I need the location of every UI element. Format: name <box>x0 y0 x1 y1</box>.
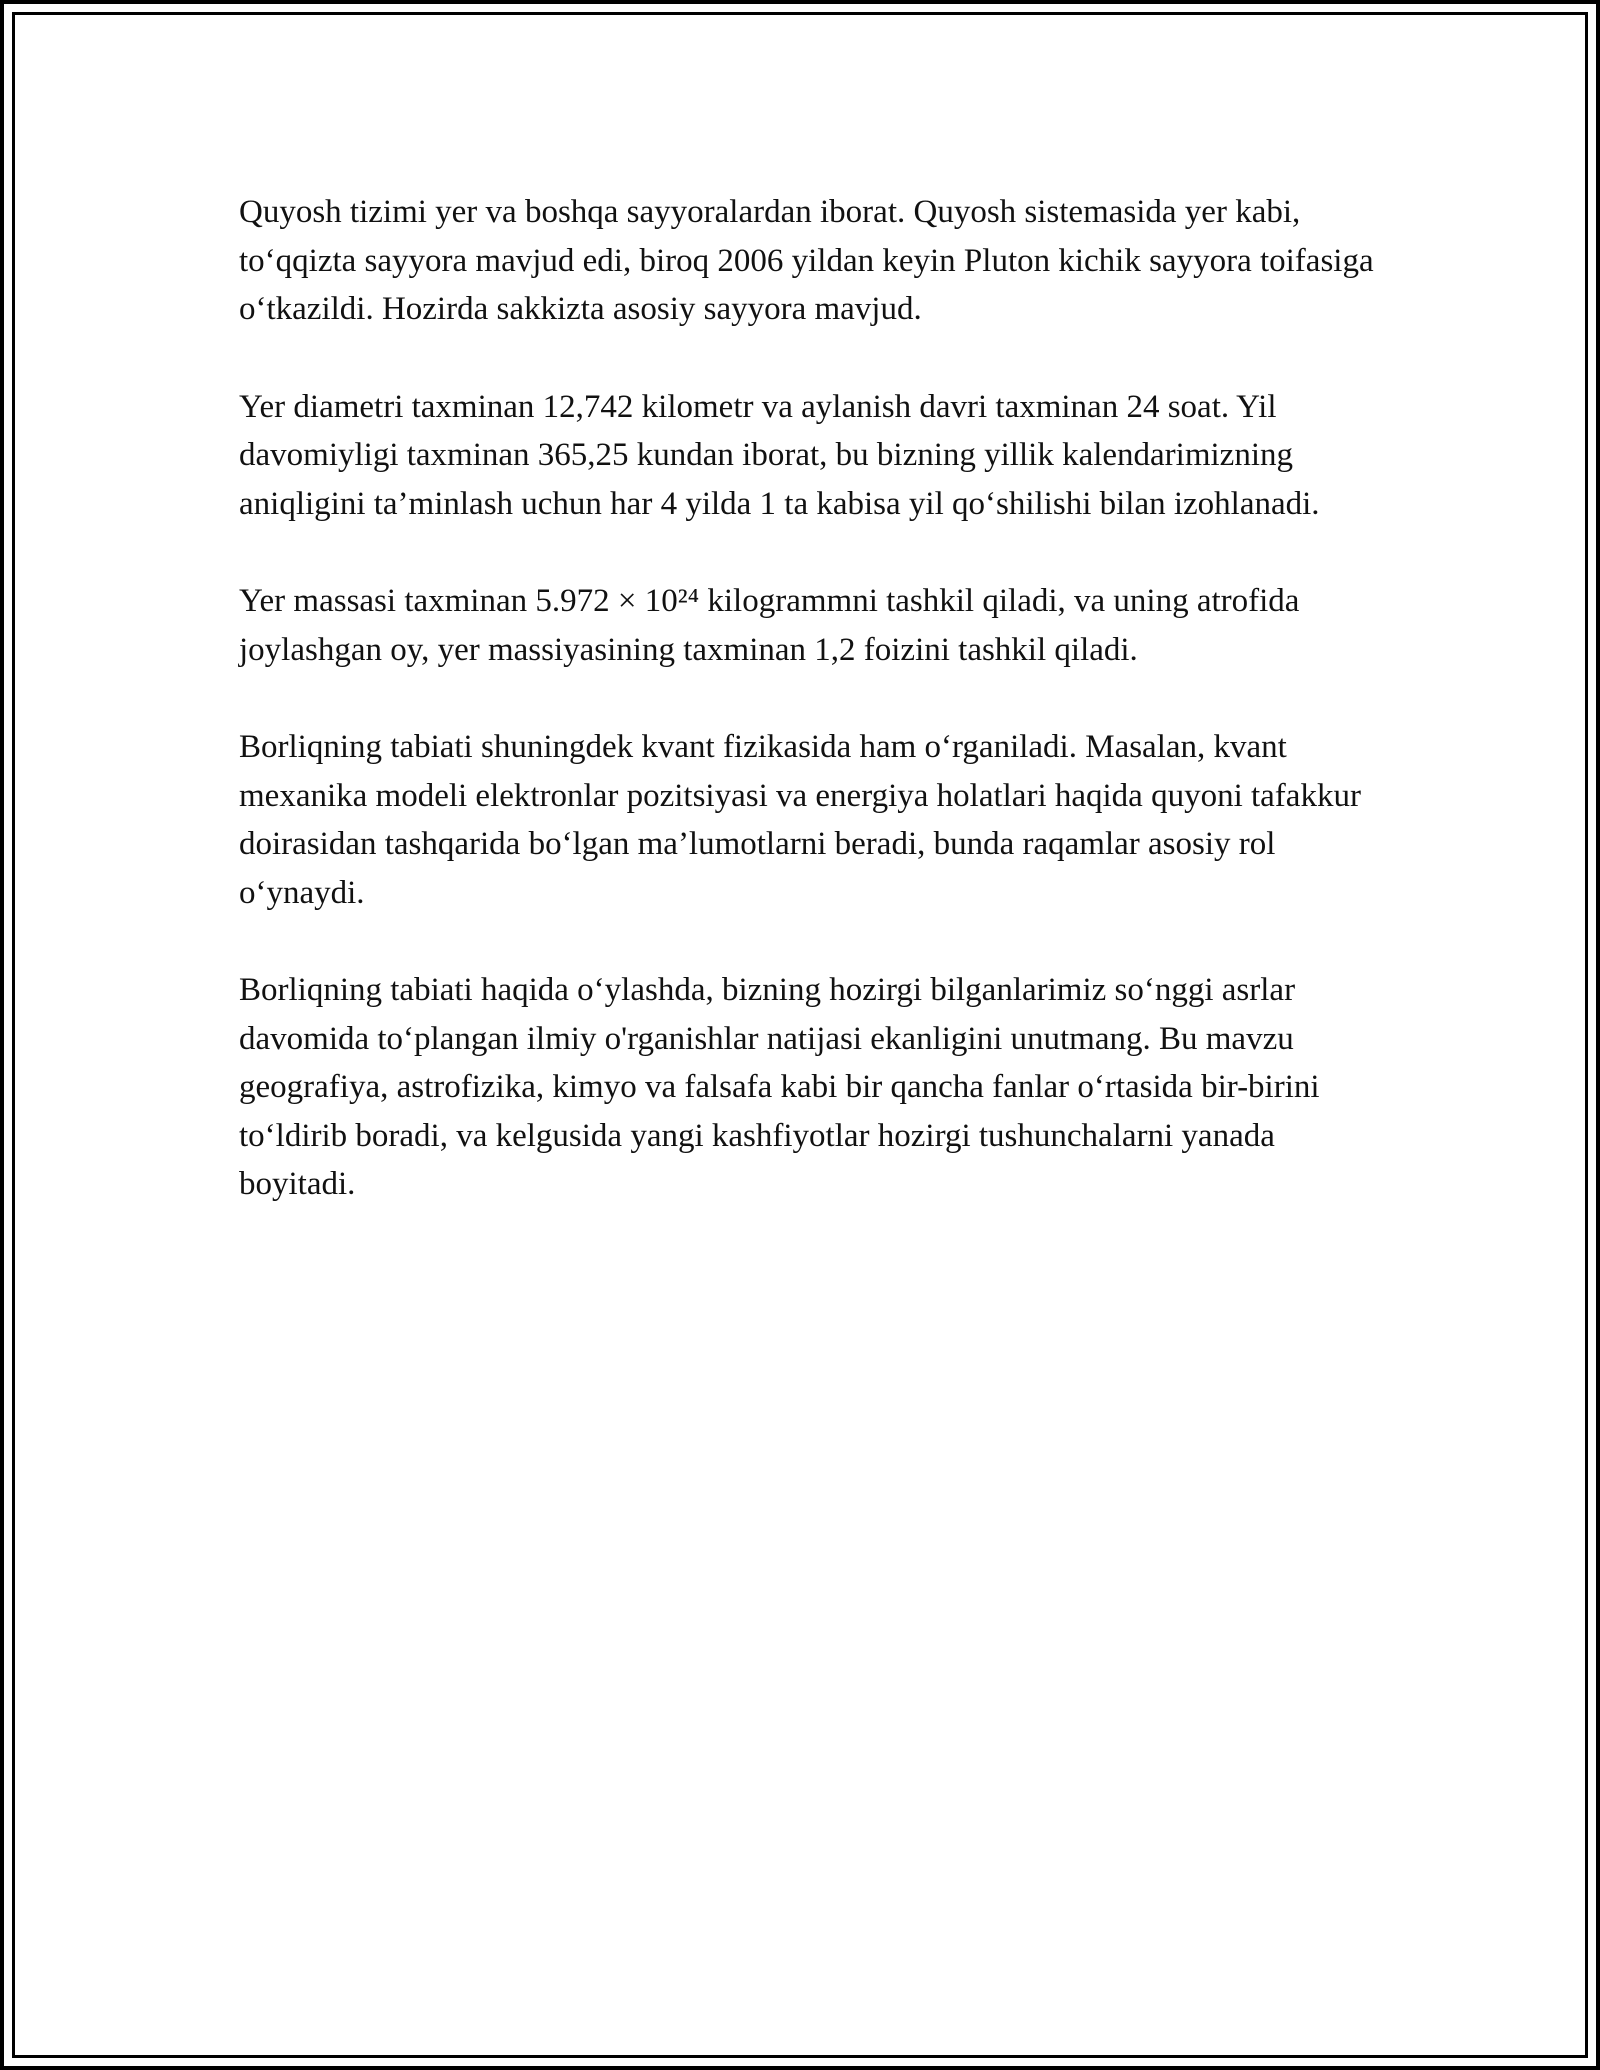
paragraph-quantum-physics: Borliqning tabiati shuningdek kvant fizikasida ham o‘rganiladi. Masalan, kvant mexanika modeli elektronlar pozitsiyasi va energiya holatlari haqida quyoni tafakkur doirasidan tashqarida bo‘lgan ma’lumotlarni beradi, bunda raqamlar asosiy rol o‘ynaydi. <box>239 729 1361 911</box>
paragraph-earth-mass: Yer massasi taxminan 5.972 × 10²⁴ kilogrammni tashkil qiladi, va uning atrofida joylashgan oy, yer massiyasining taxminan 1,2 foizini tashkil qiladi. <box>239 583 1300 668</box>
document-body <box>239 188 1389 1258</box>
paragraph-solar-system: Quyosh tizimi yer va boshqa sayyoralardan iborat. Quyosh sistemasida yer kabi, to‘qqizta sayyora mavjud edi, biroq 2006 yildan keyin Pluton kichik sayyora toifasiga o‘tkazildi. Hozirda sakkizta asosiy sayyora mavjud. <box>239 194 1374 327</box>
paragraph-earth-diameter: Yer diametri taxminan 12,742 kilometr va aylanish davri taxminan 24 soat. Yil davomiyligi taxminan 365,25 kundan iborat, bu bizning yillik kalendarimizning aniqligini ta’minlash uchun har 4 yilda 1 ta kabisa yil qo‘shilishi bilan izohlanadi. <box>239 388 1320 522</box>
paragraph-conclusion: Borliqning tabiati haqida o‘ylashda, bizning hozirgi bilganlarimiz so‘nggi asrlar davomida to‘plangan ilmiy o'rganishlar natijasi ekanligini unutmang. Bu mavzu geografiya, astrofizika, kimyo va falsafa kabi bir qancha fanlar o‘rtasida bir-birini to‘ldirib boradi, va kelgusida yangi kashfiyotlar hozirgi tushunchalarni yanada boyitadi. <box>239 972 1320 1202</box>
